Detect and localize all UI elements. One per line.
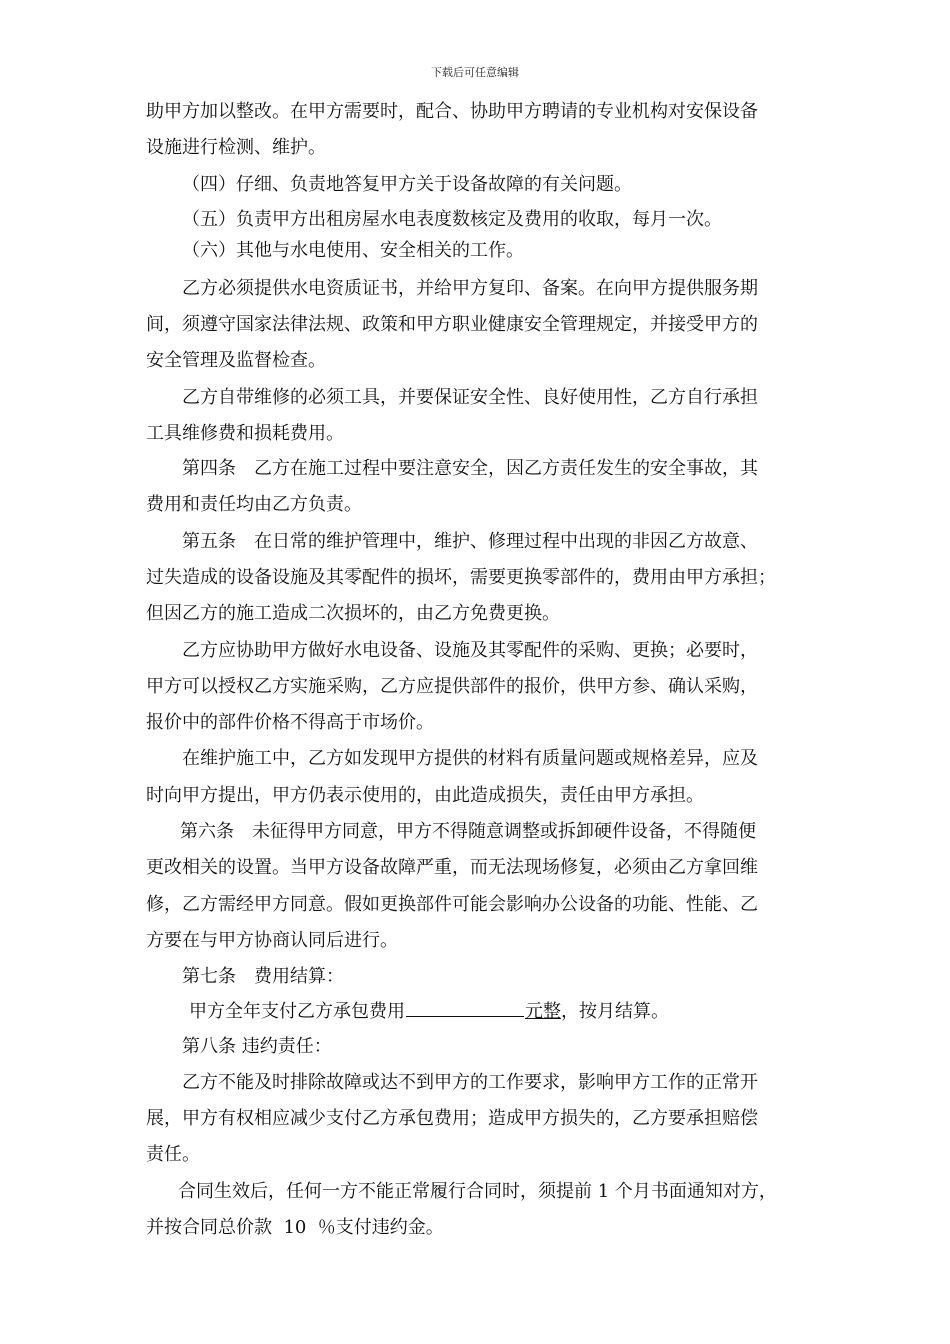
text-line: （四）仔细、负责地答复甲方关于设备故障的有关问题。 [182, 174, 632, 195]
text-line: 展，甲方有权相应减少支付乙方承包费用；造成甲方损失的，乙方要承担赔偿 [146, 1108, 758, 1129]
text-line: （五）负责甲方出租房屋水电表度数核定及费用的收取，每月一次。 [182, 209, 722, 230]
text-line: 甲方可以授权乙方实施采购，乙方应提供部件的报价，供甲方参、确认采购， [146, 676, 758, 697]
text-line: 并按合同总价款 10 ％支付违约金。 [146, 1217, 444, 1238]
text-line: 报价中的部件价格不得高于市场价。 [146, 712, 434, 733]
payment-line [189, 1000, 669, 1024]
text-line: 合同生效后，任何一方不能正常履行合同时，须提前 1 个月书面通知对方， [178, 1181, 777, 1202]
text-line: 费用和责任均由乙方负责。 [146, 494, 362, 515]
text-line: 更改相关的设置。当甲方设备故障严重，而无法现场修复，必须由乙方拿回维 [146, 857, 758, 878]
page-header: 下载后可任意编辑 [431, 66, 519, 79]
text-line: 修，乙方需经甲方同意。假如更换部件可能会影响办公设备的功能、性能、乙 [146, 894, 758, 915]
text-line: 第七条 费用结算： [182, 966, 344, 987]
text-line: 设施进行检测、维护。 [146, 137, 326, 158]
text-line: 过失造成的设备设施及其零配件的损坏，需要更换零部件的，费用由甲方承担； [146, 567, 776, 588]
text-line: 在维护施工中，乙方如发现甲方提供的材料有质量问题或规格差异，应及 [182, 748, 758, 769]
text-line: 乙方必须提供水电资质证书，并给甲方复印、备案。在向甲方提供服务期 [182, 278, 758, 299]
text-line: 但因乙方的施工造成二次损坏的，由乙方免费更换。 [146, 603, 560, 624]
text-line: 第五条 在日常的维护管理中，维护、修理过程中出现的非因乙方故意、 [182, 531, 758, 552]
text-line: 间，须遵守国家法律法规、政策和甲方职业健康安全管理规定，并接受甲方的 [146, 314, 758, 335]
text-line: 安全管理及监督检查。 [146, 350, 326, 371]
text-line: 第八条 违约责任： [182, 1036, 332, 1057]
text-line: （六）其他与水电使用、安全相关的工作。 [182, 240, 524, 261]
text-line: 工具维修费和损耗费用。 [146, 423, 344, 444]
text-line: 方要在与甲方协商认同后进行。 [146, 930, 398, 951]
text-line: 乙方不能及时排除故障或达不到甲方的工作要求，影响甲方工作的正常开 [182, 1072, 758, 1093]
payment-unit: 元整 [525, 1001, 561, 1022]
text-line: 乙方自带维修的必须工具，并要保证安全性、良好使用性，乙方自行承担 [182, 387, 758, 408]
text-line: 助甲方加以整改。在甲方需要时，配合、协助甲方聘请的专业机构对安保设备 [146, 101, 758, 122]
text-line: 第四条 乙方在施工过程中要注意安全，因乙方责任发生的安全事故，其 [182, 458, 758, 479]
payment-suffix: ，按月结算。 [561, 1001, 669, 1022]
payment-amount-blank [406, 1000, 524, 1017]
text-line: 乙方应协助甲方做好水电设备、设施及其零配件的采购、更换；必要时， [182, 640, 758, 661]
text-line: 责任。 [146, 1144, 200, 1165]
text-line: 时向甲方提出，甲方仍表示使用的，由此造成损失，责任由甲方承担。 [146, 785, 704, 806]
text-line: 第六条 未征得甲方同意，甲方不得随意调整或拆卸硬件设备，不得随便 [180, 821, 756, 842]
payment-prefix: 甲方全年支付乙方承包费用 [189, 1001, 405, 1022]
